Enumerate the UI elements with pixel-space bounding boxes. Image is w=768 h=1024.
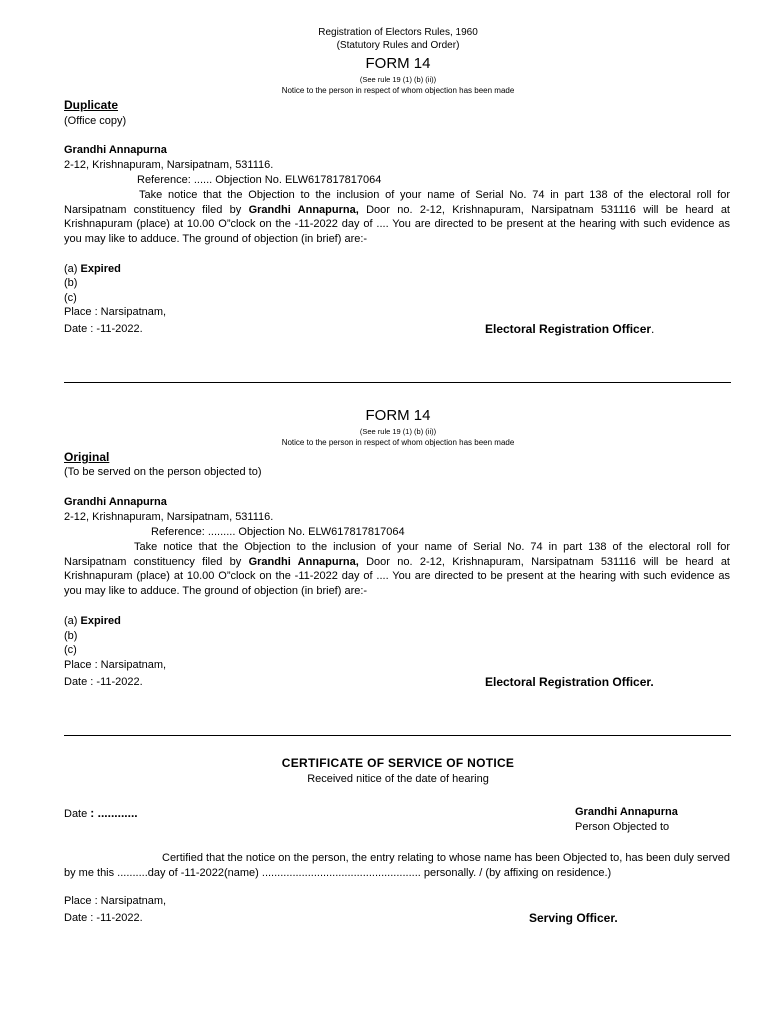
see-rule-duplicate: (See rule 19 (1) (b) (ii)): [359, 75, 437, 84]
copy-sub-duplicate: (Office copy): [64, 115, 127, 127]
serving-officer-signature: Serving Officer.: [529, 911, 618, 925]
ground-c-original: (c): [64, 644, 77, 656]
date-duplicate: Date : -11-2022.: [64, 323, 143, 335]
ground-a-original: (a) Expired: [64, 615, 121, 627]
ground-a-duplicate: (a) Expired: [64, 263, 121, 275]
ground-c-duplicate: (c): [64, 292, 77, 304]
ground-b-duplicate: (b): [64, 277, 78, 289]
addressee-name-duplicate: Grandhi Annapurna: [64, 144, 167, 156]
rules-subtitle: (Statutory Rules and Order): [336, 40, 460, 51]
reference-duplicate: Reference: ...... Objection No. ELW617817817064: [137, 174, 382, 186]
copy-heading-duplicate: Duplicate: [64, 98, 119, 112]
notice-body-original: Take notice that the Objection to the inclusion of your name of Serial No. 74 in part 138 of the electoral roll for Narsipatnam constituency filed by Grandhi Annapurna, Door no. 2-12, Krishnapuram, Narsipatnam 531116 will be heard at Krishnapuram (place) at 10.00 O”clock on the -11-2022 day of .... You are directed to be present at the hearing with such evidence as you may like to adduce. The ground of objection (in brief) are:-: [64, 541, 730, 597]
addressee-address-duplicate: 2-12, Krishnapuram, Narsipatnam, 531116.: [64, 159, 274, 171]
see-rule-original: (See rule 19 (1) (b) (ii)): [359, 427, 437, 436]
copy-sub-original: (To be served on the person objected to): [64, 466, 262, 478]
notice-line-original: Notice to the person in respect of whom objection has been made: [281, 438, 515, 447]
certificate-place: Place : Narsipatnam,: [64, 895, 167, 907]
place-original: Place : Narsipatnam,: [64, 659, 167, 671]
notice-body-duplicate: Take notice that the Objection to the inclusion of your name of Serial No. 74 in part 138 of the electoral roll for Narsipatnam constituency filed by Grandhi Annapurna, Door no. 2-12, Krishnapuram, Narsipatnam 531116 will be heard at Krishnapuram (place) at 10.00 O”clock on the -11-2022 day of .... You are directed to be present at the hearing with such evidence as you may like to adduce. The ground of objection (in brief) are:-: [64, 189, 730, 245]
certificate-person-objected: Person Objected to: [575, 821, 670, 833]
copy-heading-original: Original: [64, 450, 110, 464]
form-title-duplicate: FORM 14: [365, 55, 431, 72]
date-original: Date : -11-2022.: [64, 676, 143, 688]
place-duplicate: Place : Narsipatnam,: [64, 306, 167, 318]
certificate-date: Date : -11-2022.: [64, 912, 143, 924]
divider-1: [64, 382, 731, 383]
officer-signature-duplicate: Electoral Registration Officer.: [485, 322, 655, 336]
ground-b-original: (b): [64, 630, 78, 642]
certificate-subtitle: Received nitice of the date of hearing: [307, 773, 489, 785]
addressee-name-original: Grandhi Annapurna: [64, 496, 167, 508]
certificate-person-name: Grandhi Annapurna: [575, 806, 678, 818]
certificate-title: CERTIFICATE OF SERVICE OF NOTICE: [281, 756, 515, 770]
certificate-body: Certified that the notice on the person, the entry relating to whose name has been Objected to, has been duly served by me this ..........day of -11-2022(name) .................................................... personally. / (by affixing on residence.): [64, 852, 730, 879]
filer-name-duplicate: Grandhi Annapurna,: [248, 203, 359, 216]
form-title-original: FORM 14: [365, 407, 431, 424]
filer-name-original: Grandhi Annapurna,: [248, 555, 359, 568]
addressee-address-original: 2-12, Krishnapuram, Narsipatnam, 531116.: [64, 511, 274, 523]
certificate-date-field: Date : ............: [64, 806, 138, 820]
divider-2: [64, 735, 731, 736]
notice-line-duplicate: Notice to the person in respect of whom objection has been made: [281, 86, 515, 95]
reference-original: Reference: ......... Objection No. ELW617817817064: [151, 526, 405, 538]
rules-title: Registration of Electors Rules, 1960: [318, 27, 478, 38]
officer-signature-original: Electoral Registration Officer.: [485, 675, 654, 689]
